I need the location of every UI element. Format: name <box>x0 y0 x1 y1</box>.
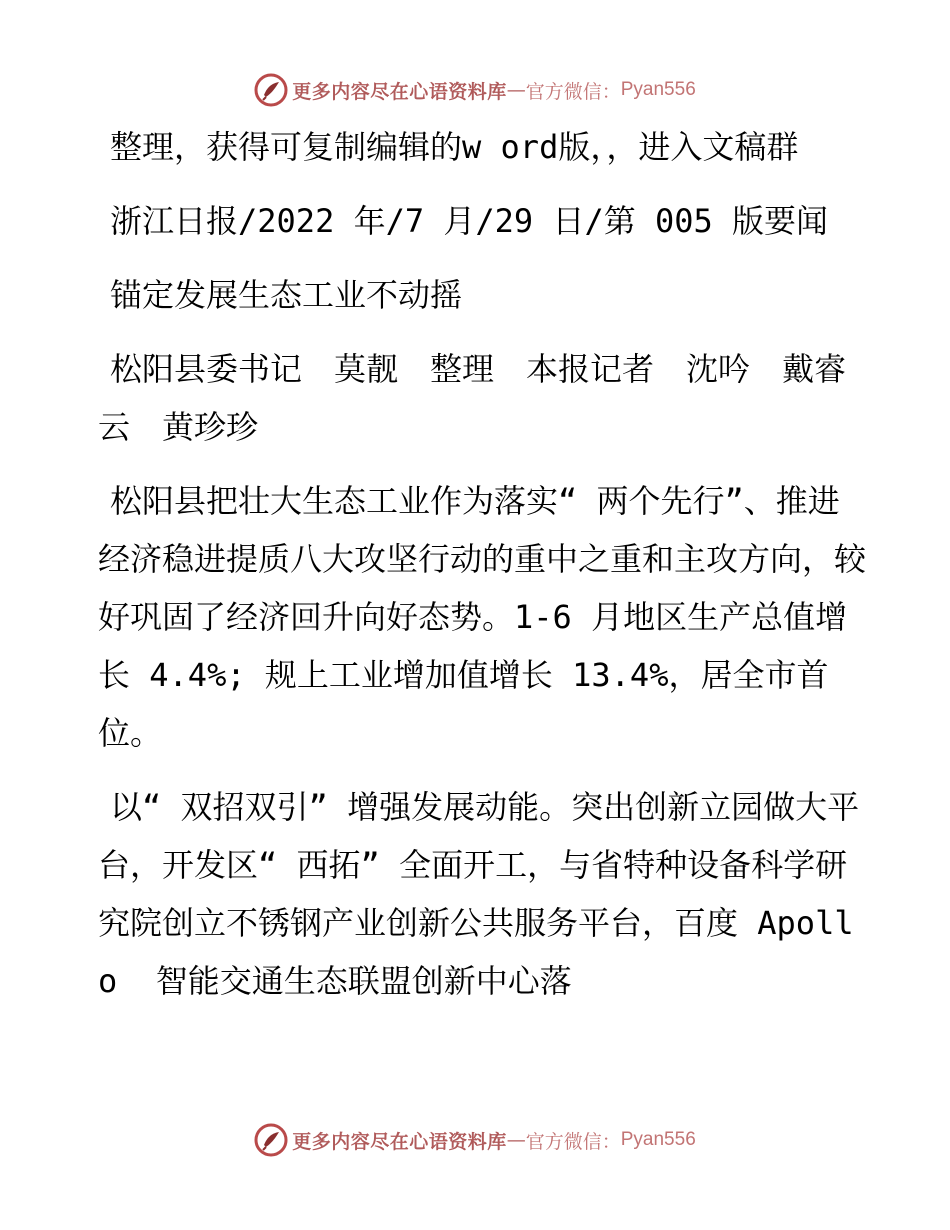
watermark-brand: 更多内容尽在心语资料库 <box>292 1130 507 1153</box>
document-body <box>98 118 868 1026</box>
header-watermark <box>0 70 950 110</box>
paragraph-source: 浙江日报/2022 年/7 月/29 日/第 005 版要闻 <box>110 202 829 240</box>
paragraph-body: 以“ 双招双引” 增强发展动能。突出创新立园做大平台，开发区“ 西拓” 全面开工，与省特种设备科学研究院创立不锈钢产业创新公共服务平台，百度 Apollo 智能交通生态联盟创新中心落 <box>98 788 860 1000</box>
paragraph-intro: 整理，获得可复制编辑的w ord版，，进入文稿群 <box>110 128 799 166</box>
watermark-brand: 更多内容尽在心语资料库 <box>292 80 507 103</box>
brand-logo-icon <box>254 73 288 107</box>
watermark-account: 官方微信： <box>525 80 621 103</box>
watermark-id: Pyan556 <box>620 79 696 100</box>
footer-watermark <box>0 1120 950 1160</box>
watermark-account: 官方微信： <box>525 1130 621 1153</box>
article-byline: 松阳县委书记 莫靓 整理 本报记者 沈吟 戴睿云 黄珍珍 <box>98 350 847 446</box>
watermark-id: Pyan556 <box>620 1129 696 1150</box>
paragraph-summary: 松阳县把壮大生态工业作为落实“ 两个先行”、推进经济稳进提质八大攻坚行动的重中之重和主攻方向，较好巩固了经济回升向好态势。1-6 月地区生产总值增长 4.4%; 规上工业增加值增长 13.4%，居全市首位。 <box>98 482 867 752</box>
article-title: 锚定发展生态工业不动摇 <box>110 276 463 314</box>
brand-logo-icon <box>254 1123 288 1157</box>
watermark-separator: — <box>506 79 526 101</box>
watermark-separator: — <box>506 1129 526 1151</box>
